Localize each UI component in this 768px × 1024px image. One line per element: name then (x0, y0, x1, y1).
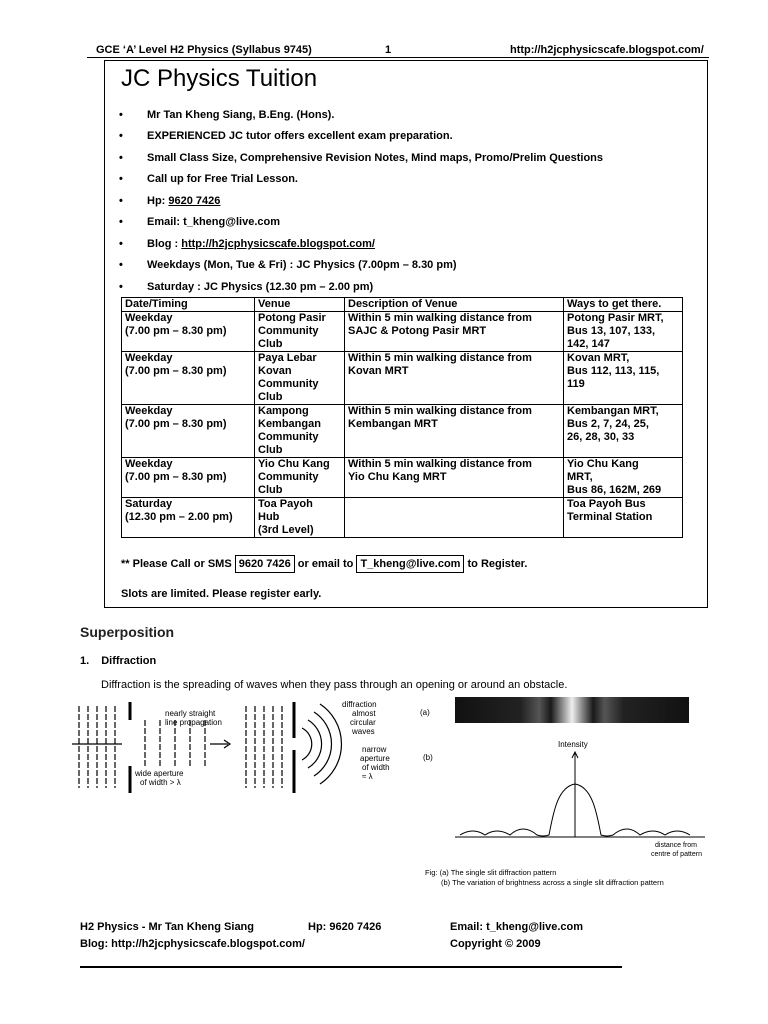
label-a: (a) (420, 708, 430, 717)
header-course: GCE ‘A’ Level H2 Physics (Syllabus 9745) (96, 44, 312, 56)
svg-text:of width > λ: of width > λ (140, 778, 181, 787)
label-b: (b) (423, 753, 433, 762)
table-row (122, 312, 683, 352)
table-row (122, 352, 683, 405)
footer-email: Email: t_kheng@live.com (450, 921, 583, 933)
footer-hp: Hp: 9620 7426 (308, 921, 382, 933)
table-cell-timing: Weekday (7.00 pm – 8.30 pm) (122, 312, 255, 352)
label-intensity: Intensity (558, 740, 588, 749)
col-header-venue: Venue (255, 298, 345, 312)
single-slit-figure (415, 695, 755, 890)
header-url[interactable]: http://h2jcphysicscafe.blogspot.com/ (510, 44, 704, 56)
svg-text:waves: waves (352, 727, 375, 736)
table-cell-venue: Kampong Kembangan Community Club (255, 405, 345, 458)
table-cell-desc (345, 498, 564, 538)
table-cell-ways: Kovan MRT, Bus 112, 113, 115, 119 (564, 352, 683, 405)
subsection-heading: 1. Diffraction (80, 655, 157, 667)
hp-link[interactable]: 9620 7426 (168, 195, 221, 207)
venue-table (121, 297, 683, 538)
table-cell-timing: Weekday (7.00 pm – 8.30 pm) (122, 405, 255, 458)
table-cell-timing: Weekday (7.00 pm – 8.30 pm) (122, 352, 255, 405)
fringe-pattern (455, 697, 689, 723)
table-cell-desc: Within 5 min walking distance from SAJC & Potong Pasir MRT (345, 312, 564, 352)
footer-rule (80, 966, 622, 968)
svg-text:(b) The variation of brightnes: (b) The variation of brightness across a single slit diffraction pattern (441, 878, 664, 887)
svg-text:almost: almost (352, 709, 376, 718)
section-title: Superposition (80, 624, 175, 640)
footer-author: H2 Physics - Mr Tan Kheng Siang (80, 921, 254, 933)
table-cell-venue: Toa Payoh Hub (3rd Level) (255, 498, 345, 538)
blog-link[interactable]: http://h2jcphysicscafe.blogspot.com/ (181, 238, 375, 250)
table-cell-timing: Saturday (12.30 pm – 2.00 pm) (122, 498, 255, 538)
col-header-ways: Ways to get there. (564, 298, 683, 312)
table-row (122, 458, 683, 498)
table-cell-venue: Potong Pasir Community Club (255, 312, 345, 352)
table-cell-desc: Within 5 min walking distance from Kovan MRT (345, 352, 564, 405)
svg-text:line propagation: line propagation (165, 718, 222, 727)
table-row (122, 498, 683, 538)
page-number: 1 (385, 44, 392, 56)
table-cell-ways: Kembangan MRT, Bus 2, 7, 24, 25, 26, 28, 30, 33 (564, 405, 683, 458)
footer-copyright: Copyright © 2009 (450, 938, 541, 950)
header-rule (87, 57, 709, 58)
svg-text:circular: circular (350, 718, 376, 727)
svg-text:≈ λ: ≈ λ (362, 772, 373, 781)
svg-text:centre of pattern: centre of pattern (651, 851, 702, 858)
register-email[interactable]: T_kheng@live.com (356, 555, 464, 573)
venue-table-header (122, 298, 683, 312)
label-diffraction: diffraction (342, 700, 377, 709)
register-phone[interactable]: 9620 7426 (235, 555, 295, 573)
table-cell-desc: Within 5 min walking distance from Kembangan MRT (345, 405, 564, 458)
tuition-ad-box: JC Physics Tuition • Mr Tan Kheng Siang, B.Eng. (Hons). • EXPERIENCED JC tutor offers excellent exam preparation. • Small Class Size, Comprehensive Revision Notes, Mind maps, Promo/Prelim Questions • Call up for Free Trial Lesson. • Hp: 9620 7426 • Email: t_kheng@live.com • Blog : http://h2jcphysicscafe.blogspot.com/ • Weekdays (Mon, Tue & Fri) : JC Physics (7.00pm – 8.30 pm) • Saturday : JC Physics (12.30 pm – 2.00 pm) Date/Timing Venue Description of Venue Ways to get there. Weekday (7.00 pm – 8.30 pm) Potong Pasir Community Club Within 5 min walking distance from SAJC & Potong Pasir MRT Potong Pasir MRT, Bus 13, 107, 133, 142, 147 Weekday (7.00 pm – 8.30 pm) Paya Lebar Kovan Community Club Within 5 min walking distance from Kovan MRT Kovan MRT, Bus 112, 113, 115, 119 Weekday (7.00 pm – 8.30 pm) Kampong Kembangan Community Club Within 5 min walking distance from Kembangan MRT Kembangan MRT, Bus 2, 7, 24, 25, 26, 28, 30, 33 Weekday (7.00 pm – 8.30 pm) Yio Chu Kang Community Club Within 5 min walking distance from Yio Chu Kang MRT Yio Chu Kang MRT, Bus 86, 162M, 269 Saturday (12.30 pm – 2.00 pm) Toa Payoh Hub (3rd Level) Toa Payoh Bus Terminal Station ** Please Call or SMS 9620 7426 or email to T_kheng@live.com to Register. Slots are limited. Please register early. (104, 60, 708, 608)
slots-note: Slots are limited. Please register early. (121, 588, 322, 600)
register-line: ** Please Call or SMS 9620 7426 or email to T_kheng@live.com to Register. (121, 558, 527, 570)
table-cell-desc: Within 5 min walking distance from Yio Chu Kang MRT (345, 458, 564, 498)
wavefront-figure (70, 698, 400, 798)
footer-blog[interactable]: Blog: http://h2jcphysicscafe.blogspot.com/ (80, 938, 305, 950)
label-narrow-aperture: narrow (362, 745, 387, 754)
label-distance: distance from (655, 842, 698, 849)
col-header-timing: Date/Timing (122, 298, 255, 312)
figure-caption: Fig: (a) The single slit diffraction pattern (425, 868, 557, 877)
table-cell-venue: Yio Chu Kang Community Club (255, 458, 345, 498)
label-nearly-straight: nearly straight (165, 709, 216, 718)
col-header-description: Description of Venue (345, 298, 564, 312)
table-cell-ways: Potong Pasir MRT, Bus 13, 107, 133, 142, 147 (564, 312, 683, 352)
table-cell-ways: Yio Chu Kang MRT, Bus 86, 162M, 269 (564, 458, 683, 498)
label-wide-aperture: wide aperture (135, 769, 184, 778)
table-cell-ways: Toa Payoh Bus Terminal Station (564, 498, 683, 538)
svg-text:aperture: aperture (360, 754, 390, 763)
table-cell-timing: Weekday (7.00 pm – 8.30 pm) (122, 458, 255, 498)
diffraction-definition: Diffraction is the spreading of waves when they pass through an opening or around an obstacle. (101, 679, 568, 691)
svg-text:of width: of width (362, 763, 390, 772)
ad-title: JC Physics Tuition (121, 65, 318, 92)
table-row (122, 405, 683, 458)
table-cell-venue: Paya Lebar Kovan Community Club (255, 352, 345, 405)
